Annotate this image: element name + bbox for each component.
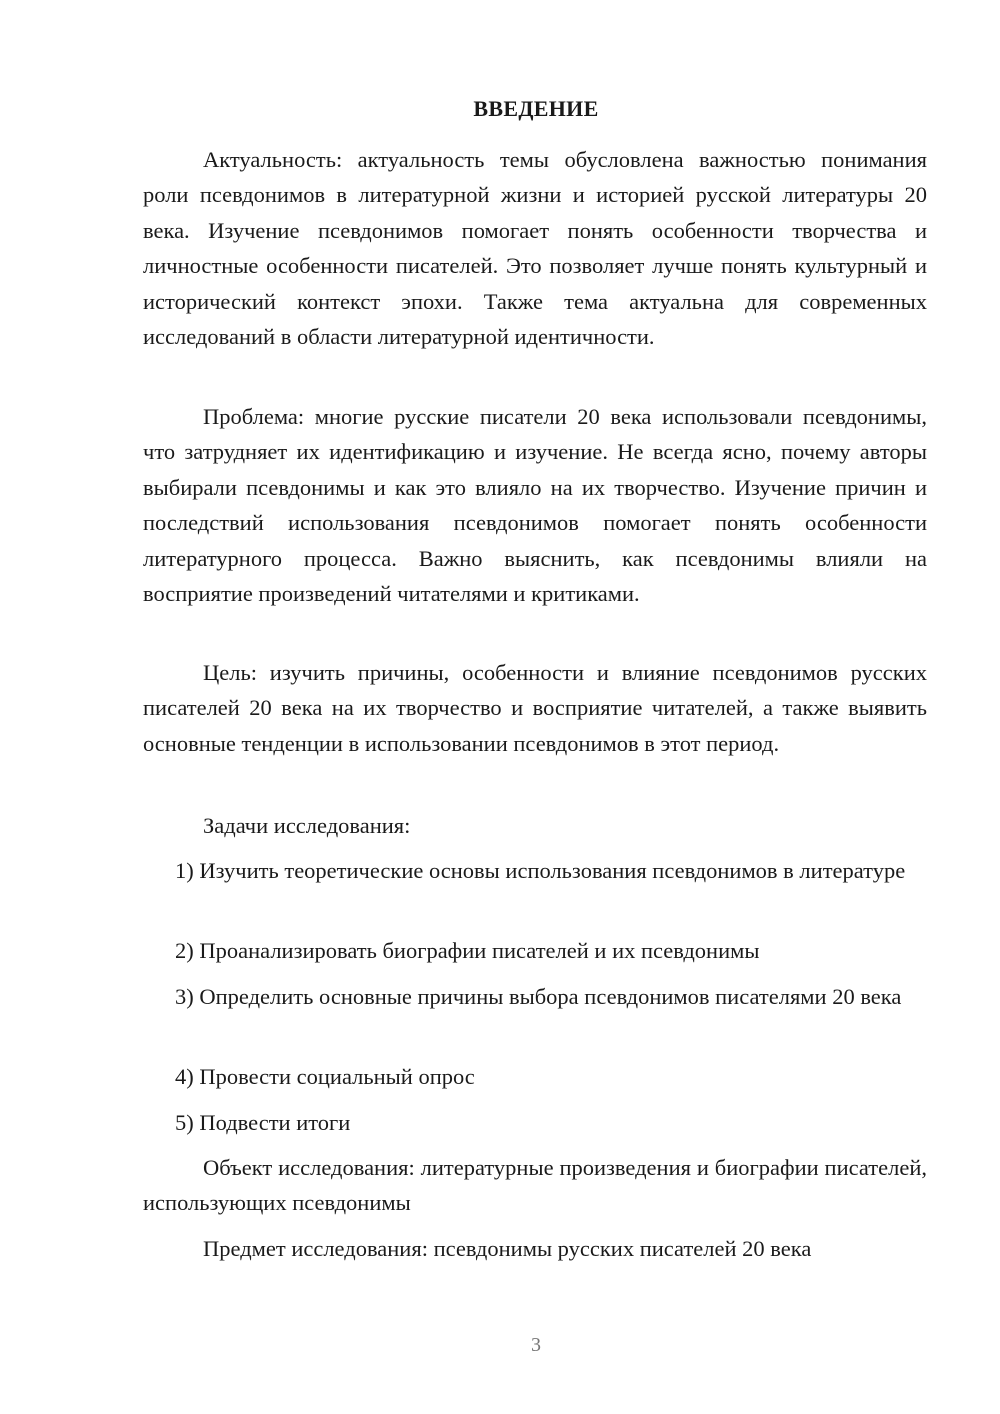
object-paragraph: Объект исследования: литературные произведения и биографии писателей, использующих псевдонимы — [143, 1155, 927, 1216]
problem-paragraph: Проблема: многие русские писатели 20 века использовали псевдонимы, что затрудняет их идентификацию и изучение. Не всегда ясно, почему авторы выбирали псевдонимы и как это влияло на их творчество. Изучение причин и последствий использования псевдонимов помогает понять особенности литературного процесса. Важно выяснить, как псевдонимы влияли на восприятие произведений читателями и критиками. — [143, 404, 927, 607]
relevance-paragraph: Актуальность: актуальность темы обусловлена важностью понимания роли псевдонимов в литературной жизни и историей русской литературы 20 века. Изучение псевдонимов помогает понять особенности творчества и личностные особенности писателей. Это позволяет лучше понять культурный и исторический контекст эпохи. Также тема актуальна для современных исследований в области литературной идентичности. — [143, 147, 927, 350]
tasks-heading: Задачи исследования: — [203, 813, 411, 838]
page-number: 3 — [531, 1334, 541, 1356]
goal-paragraph: Цель: изучить причины, особенности и влияние псевдонимов русских писателей 20 века на их творчество и восприятие читателей, а также выявить основные тенденции в использовании псевдонимов в этот период. — [143, 660, 927, 756]
subject-paragraph: Предмет исследования: псевдонимы русских писателей 20 века — [203, 1236, 812, 1261]
task-item-1: 1) Изучить теоретические основы использования псевдонимов в литературе — [175, 858, 906, 883]
task-item-2: 2) Проанализировать биографии писателей и их псевдонимы — [175, 938, 760, 963]
task-item-4: 4) Провести социальный опрос — [175, 1064, 475, 1089]
task-item-3: 3) Определить основные причины выбора псевдонимов писателями 20 века — [175, 984, 902, 1009]
page-title: ВВЕДЕНИЕ — [473, 96, 599, 121]
task-item-5: 5) Подвести итоги — [175, 1110, 351, 1135]
